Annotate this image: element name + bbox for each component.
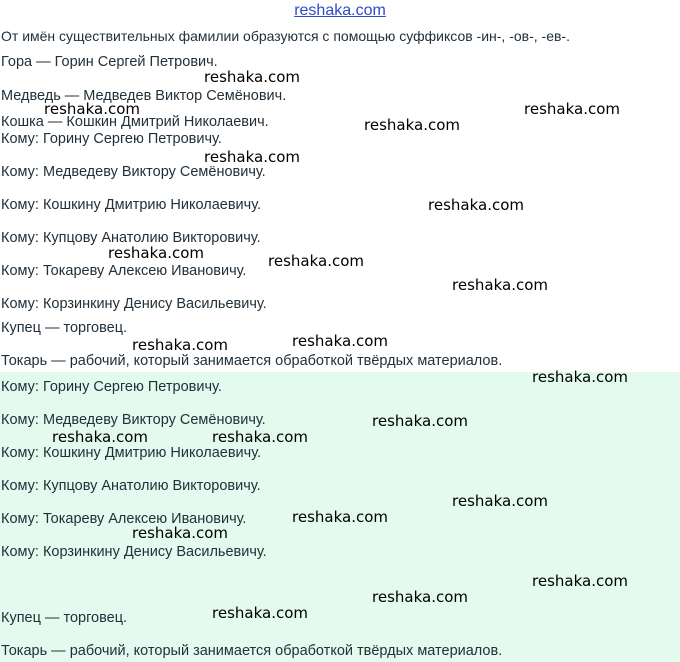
address-line-4: Кому: Купцову Анатолию Викторовичу. xyxy=(1,230,261,246)
watermark: reshaka.com xyxy=(132,336,228,354)
green-definition-tokar: Токарь — рабочий, который занимается обработкой твёрдых материалов. xyxy=(1,643,503,659)
watermark: reshaka.com xyxy=(292,332,388,350)
surname-line-medved: Медведь — Медведев Виктор Семёнович. xyxy=(1,88,287,104)
address-line-2: Кому: Медведеву Виктору Семёновичу. xyxy=(1,164,266,180)
watermark: reshaka.com xyxy=(364,116,460,134)
watermark: reshaka.com xyxy=(44,100,140,118)
watermark: reshaka.com xyxy=(532,572,628,590)
watermark: reshaka.com xyxy=(108,244,204,262)
address-line-1: Кому: Горину Сергею Петровичу. xyxy=(1,131,222,147)
green-address-line-4: Кому: Купцову Анатолию Викторовичу. xyxy=(1,478,261,494)
watermark: reshaka.com xyxy=(212,604,308,622)
watermark: reshaka.com xyxy=(204,148,300,166)
green-address-line-3: Кому: Кошкину Дмитрию Николаевичу. xyxy=(1,445,262,461)
address-line-5: Кому: Токареву Алексею Ивановичу. xyxy=(1,263,247,279)
watermark: reshaka.com xyxy=(452,492,548,510)
watermark: reshaka.com xyxy=(524,100,620,118)
surname-line-koshka: Кошка — Кошкин Дмитрий Николаевич. xyxy=(1,114,269,130)
watermark: reshaka.com xyxy=(372,412,468,430)
site-link[interactable]: reshaka.com xyxy=(294,2,386,19)
watermark: reshaka.com xyxy=(204,68,300,86)
definition-kupets: Купец — торговец. xyxy=(1,320,128,336)
green-address-line-1: Кому: Горину Сергею Петровичу. xyxy=(1,379,222,395)
watermark: reshaka.com xyxy=(452,276,548,294)
address-line-3: Кому: Кошкину Дмитрию Николаевичу. xyxy=(1,197,262,213)
site-header xyxy=(0,0,680,22)
watermark: reshaka.com xyxy=(52,428,148,446)
address-line-6: Кому: Корзинкину Денису Васильевичу. xyxy=(1,296,267,312)
watermark: reshaka.com xyxy=(212,428,308,446)
green-address-line-6: Кому: Корзинкину Денису Васильевичу. xyxy=(1,544,267,560)
intro-text: От имён существительных фамилии образуются с помощью суффиксов -ин-, -ов-, -ев-. xyxy=(1,28,570,44)
watermark: reshaka.com xyxy=(292,508,388,526)
watermark: reshaka.com xyxy=(268,252,364,270)
green-definition-kupets: Купец — торговец. xyxy=(1,610,128,626)
surname-line-gora: Гора — Горин Сергей Петрович. xyxy=(1,54,218,70)
green-address-line-5: Кому: Токареву Алексею Ивановичу. xyxy=(1,511,247,527)
watermark: reshaka.com xyxy=(372,588,468,606)
green-address-line-2: Кому: Медведеву Виктору Семёновичу. xyxy=(1,412,266,428)
watermark: reshaka.com xyxy=(532,368,628,386)
definition-tokar: Токарь — рабочий, который занимается обработкой твёрдых материалов. xyxy=(1,353,503,369)
watermark: reshaka.com xyxy=(132,524,228,542)
watermark: reshaka.com xyxy=(428,196,524,214)
